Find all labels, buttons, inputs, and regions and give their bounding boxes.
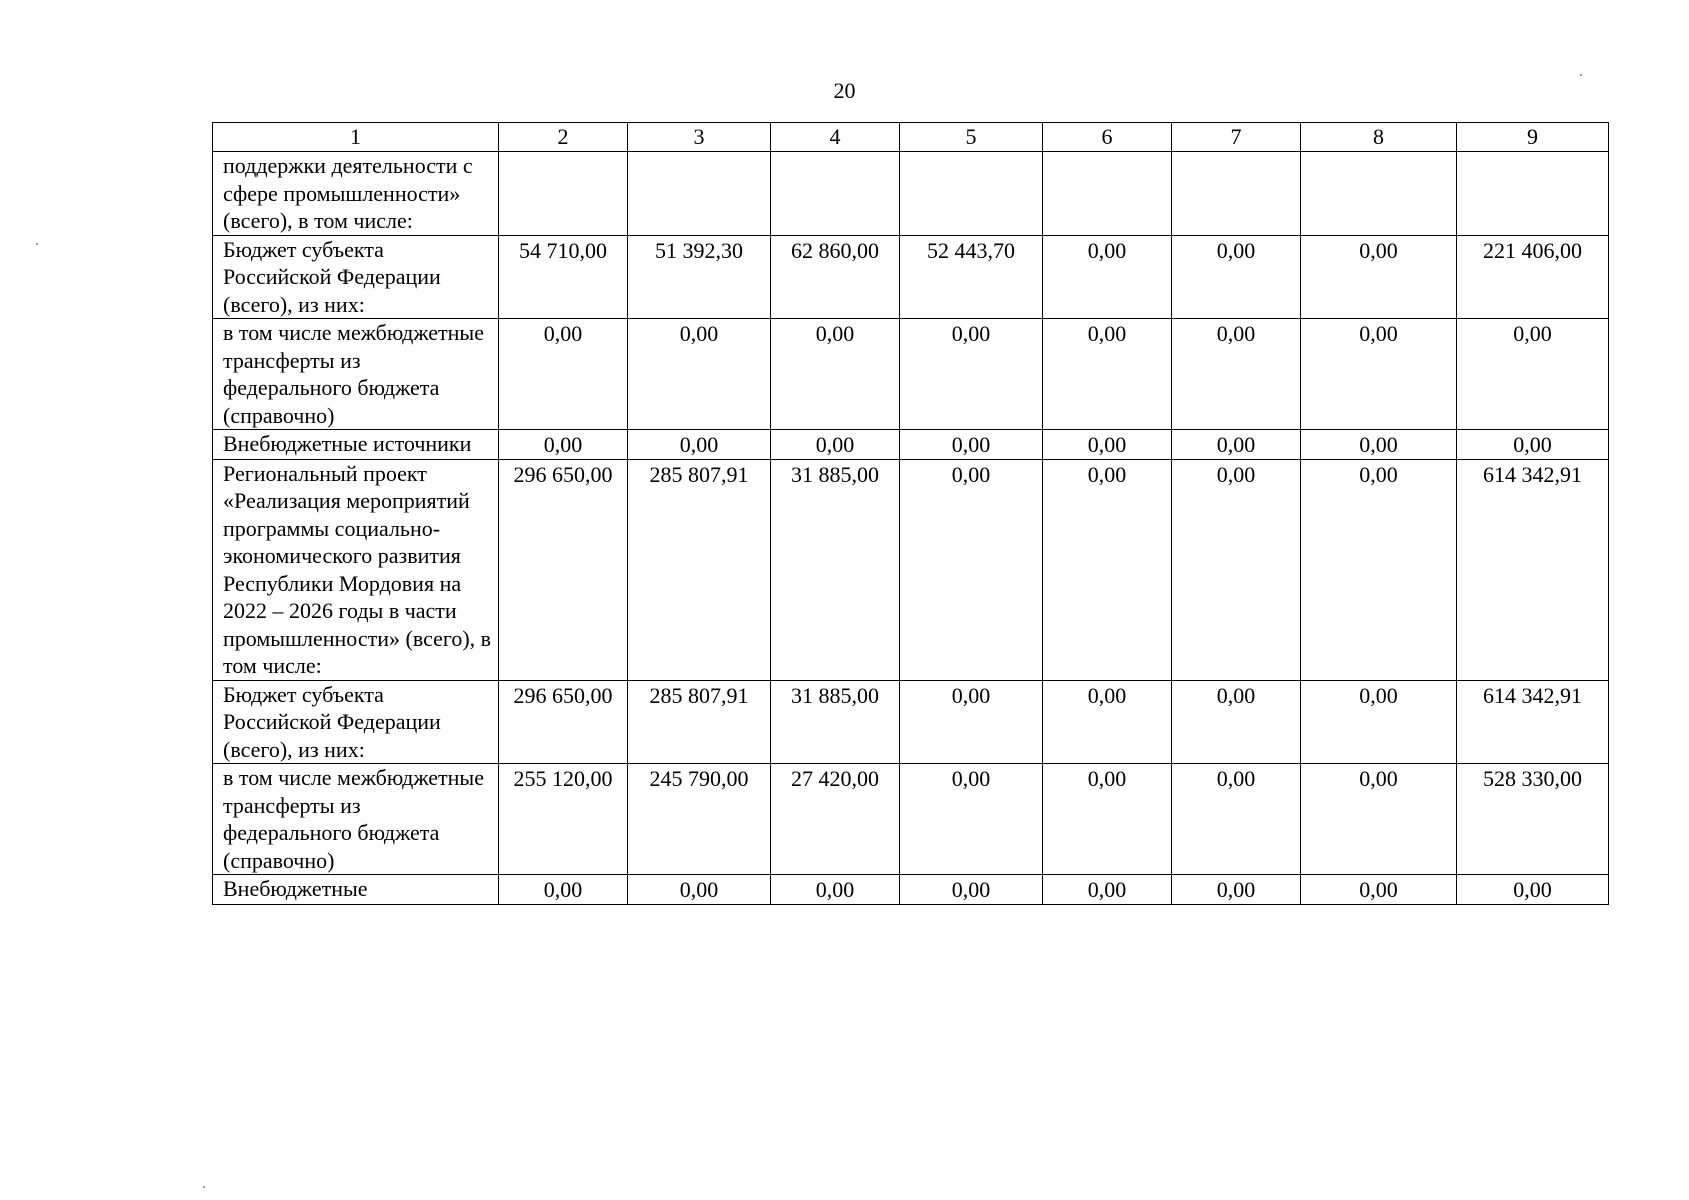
- table-cell: 0,00: [1043, 764, 1172, 875]
- budget-table: [212, 122, 1609, 905]
- table-cell: 0,00: [499, 875, 628, 905]
- table-cell: 51 392,30: [628, 235, 771, 319]
- table-cell: 54 710,00: [499, 235, 628, 319]
- table-row: [213, 430, 1609, 460]
- column-header: 6: [1043, 123, 1172, 152]
- column-header: 1: [213, 123, 499, 152]
- table-cell: [900, 152, 1043, 236]
- table-cell: [1457, 152, 1609, 236]
- table-row: [213, 680, 1609, 764]
- table-cell: 27 420,00: [771, 764, 900, 875]
- table-cell: 285 807,91: [628, 680, 771, 764]
- table-cell: 0,00: [900, 764, 1043, 875]
- table-cell: 0,00: [1457, 430, 1609, 460]
- table-cell: 221 406,00: [1457, 235, 1609, 319]
- column-header: 3: [628, 123, 771, 152]
- table-cell: [628, 152, 771, 236]
- table-cell: 614 342,91: [1457, 680, 1609, 764]
- table-cell: 62 860,00: [771, 235, 900, 319]
- row-label: Бюджет субъекта Российской Федерации (всего), из них:: [213, 680, 499, 764]
- table-cell: 0,00: [900, 459, 1043, 680]
- table-cell: 0,00: [1301, 319, 1457, 430]
- column-header: 2: [499, 123, 628, 152]
- table-cell: 0,00: [900, 430, 1043, 460]
- table-cell: 0,00: [771, 430, 900, 460]
- table-cell: 0,00: [1043, 875, 1172, 905]
- table-cell: 0,00: [1301, 235, 1457, 319]
- column-header: 4: [771, 123, 900, 152]
- scan-speck: [1580, 74, 1582, 76]
- table-row: [213, 875, 1609, 905]
- table-cell: 0,00: [499, 319, 628, 430]
- table-cell: 0,00: [771, 319, 900, 430]
- table-cell: 0,00: [1172, 875, 1301, 905]
- table-cell: 0,00: [499, 430, 628, 460]
- column-header: 8: [1301, 123, 1457, 152]
- table-row: [213, 764, 1609, 875]
- table-cell: [1043, 152, 1172, 236]
- column-header: 9: [1457, 123, 1609, 152]
- table-cell: 528 330,00: [1457, 764, 1609, 875]
- table-cell: 0,00: [900, 319, 1043, 430]
- table-cell: 0,00: [628, 875, 771, 905]
- row-label: Внебюджетные: [213, 875, 499, 905]
- row-label: в том числе межбюджетные трансферты из федерального бюджета (справочно): [213, 764, 499, 875]
- table-cell: 0,00: [1172, 430, 1301, 460]
- row-label: Внебюджетные источники: [213, 430, 499, 460]
- table-cell: [1172, 152, 1301, 236]
- table-row: [213, 459, 1609, 680]
- row-label: Региональный проект «Реализация мероприятий программы социально-экономического развития Республики Мордовия на 2022 – 2026 годы в части промышленности» (всего), в том числе:: [213, 459, 499, 680]
- table-cell: 31 885,00: [771, 459, 900, 680]
- table-cell: 296 650,00: [499, 680, 628, 764]
- table-cell: 0,00: [1043, 680, 1172, 764]
- table-cell: [499, 152, 628, 236]
- row-label: поддержки деятельности с сфере промышленности» (всего), в том числе:: [213, 152, 499, 236]
- table-cell: 0,00: [1457, 875, 1609, 905]
- table-cell: 0,00: [1301, 430, 1457, 460]
- table-cell: 0,00: [1172, 680, 1301, 764]
- table-cell: 0,00: [1043, 459, 1172, 680]
- table-cell: 255 120,00: [499, 764, 628, 875]
- table-cell: 0,00: [1301, 875, 1457, 905]
- page-number: 20: [833, 78, 856, 103]
- row-label: в том числе межбюджетные трансферты из федерального бюджета (справочно): [213, 319, 499, 430]
- table-cell: 0,00: [1457, 319, 1609, 430]
- table-cell: 0,00: [1172, 459, 1301, 680]
- table-cell: 0,00: [1301, 459, 1457, 680]
- table-cell: [1301, 152, 1457, 236]
- column-header: 7: [1172, 123, 1301, 152]
- table-cell: 245 790,00: [628, 764, 771, 875]
- table-cell: 0,00: [628, 319, 771, 430]
- table-cell: 0,00: [771, 875, 900, 905]
- table-cell: 0,00: [1172, 764, 1301, 875]
- row-label: Бюджет субъекта Российской Федерации (всего), из них:: [213, 235, 499, 319]
- table-cell: 0,00: [900, 680, 1043, 764]
- table-cell: 0,00: [1301, 764, 1457, 875]
- table-cell: 0,00: [1043, 430, 1172, 460]
- table-cell: 31 885,00: [771, 680, 900, 764]
- table-cell: 285 807,91: [628, 459, 771, 680]
- table-cell: 0,00: [1043, 319, 1172, 430]
- table-cell: 0,00: [1301, 680, 1457, 764]
- table-cell: 0,00: [1172, 319, 1301, 430]
- table-header-row: [213, 123, 1609, 152]
- scan-speck: [36, 243, 38, 245]
- table-cell: 0,00: [628, 430, 771, 460]
- table-cell: 0,00: [1172, 235, 1301, 319]
- table-row: [213, 235, 1609, 319]
- table-cell: 52 443,70: [900, 235, 1043, 319]
- table-row: [213, 152, 1609, 236]
- table-cell: 614 342,91: [1457, 459, 1609, 680]
- scan-speck: [203, 1186, 205, 1188]
- table-cell: 0,00: [900, 875, 1043, 905]
- table-row: [213, 319, 1609, 430]
- table-cell: [771, 152, 900, 236]
- table-cell: 296 650,00: [499, 459, 628, 680]
- column-header: 5: [900, 123, 1043, 152]
- table-cell: 0,00: [1043, 235, 1172, 319]
